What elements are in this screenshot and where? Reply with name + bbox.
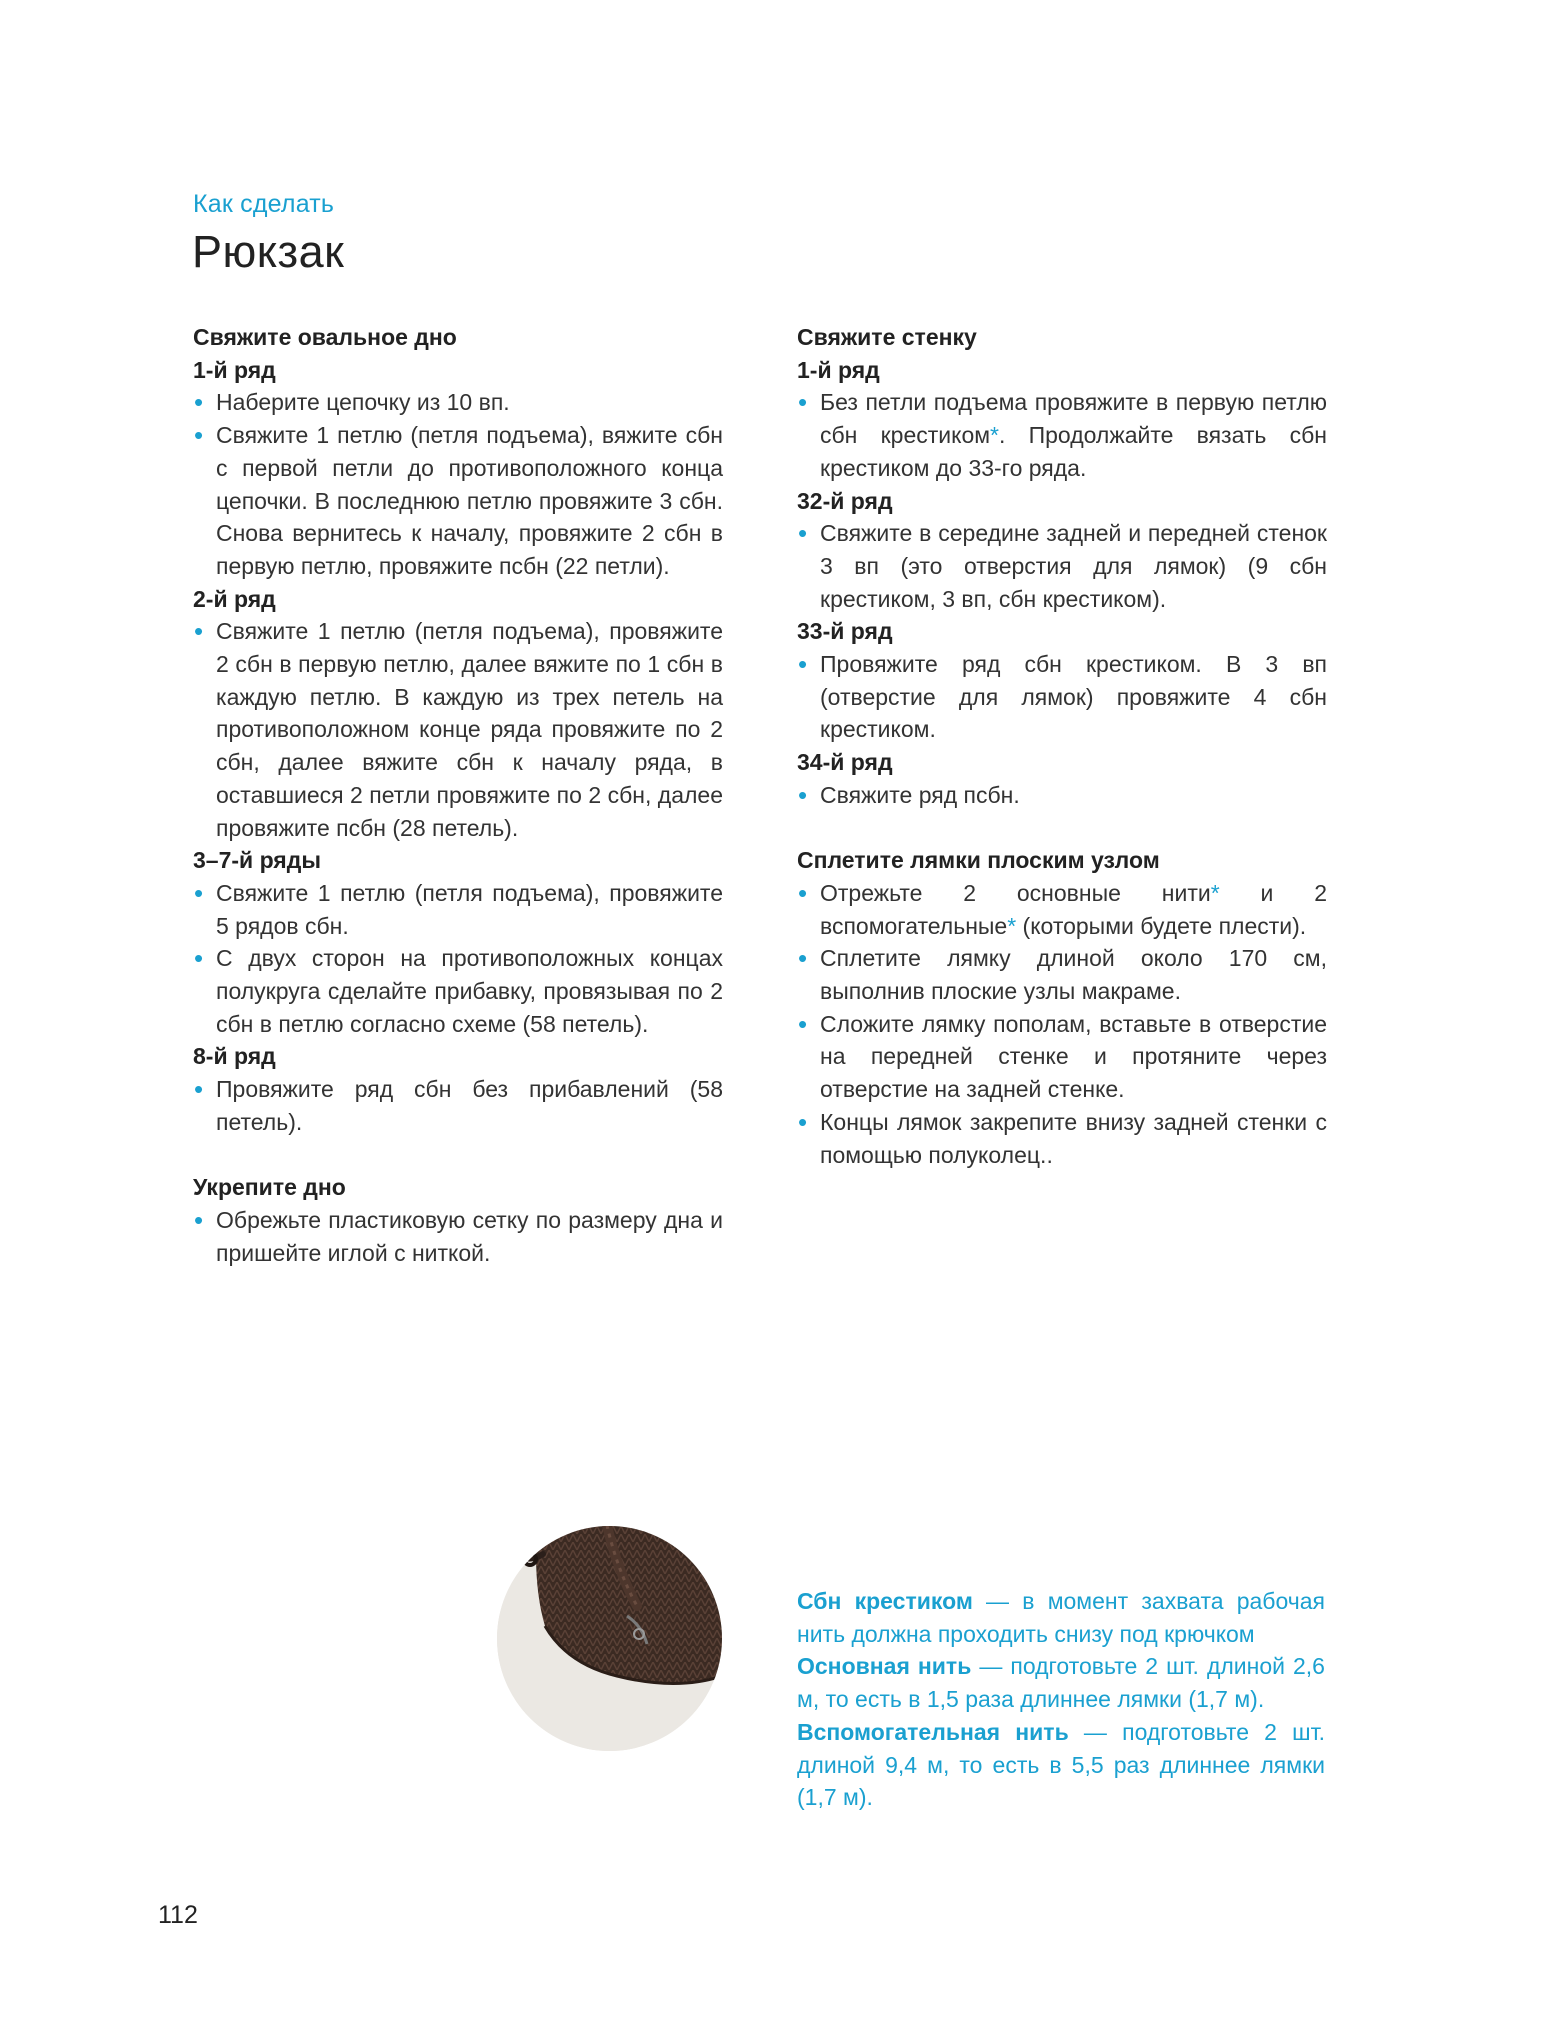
step-text: Без петли подъема провяжите в первую петлю сбн крестиком xyxy=(820,389,1327,449)
list-item: • Обрежьте пластиковую сетку по размеру дна и пришейте иглой с ниткой. xyxy=(193,1204,723,1269)
list-item: • Свяжите ряд псбн. xyxy=(797,779,1327,812)
steps-list-wall-1 xyxy=(797,386,1327,484)
list-item: • Наберите цепочку из 10 вп. xyxy=(193,386,723,419)
row-label-wall-33: 33-й ряд xyxy=(797,618,893,645)
list-item: • Свяжите 1 петлю (петля подъема), вяжите сбн с первой петли до противоположного конца цепочки. В последнюю петлю провяжите 3 сбн. Снова вернитесь к началу, провяжите 2 сбн в первую петлю, провяжите псбн (22 петли). xyxy=(193,419,723,583)
steps-list-wall-34 xyxy=(797,779,1327,812)
footnote-star: * xyxy=(990,422,999,449)
row-label-8: 8-й ряд xyxy=(193,1043,276,1070)
section-kicker: Как сделать xyxy=(193,190,335,218)
steps-list-row-3-7 xyxy=(193,877,723,1041)
list-item: • Провяжите ряд сбн крестиком. В 3 вп (отверстие для лямок) провяжите 4 сбн крестиком. xyxy=(797,648,1327,746)
list-item xyxy=(797,386,1327,484)
footnote-text: — подготовьте 2 шт. длиной 2,6 м, то есть в 1,5 раза длиннее лямки (1,7 м). xyxy=(797,1653,1325,1713)
footnote-1 xyxy=(797,1585,1325,1650)
right-column xyxy=(797,321,1327,1171)
section-title-oval-bottom: Свяжите овальное дно xyxy=(193,324,457,350)
row-label-wall-32: 32-й ряд xyxy=(797,487,893,514)
steps-list-row-8 xyxy=(193,1073,723,1138)
backpack-bottom-illustration xyxy=(497,1526,722,1751)
footnote-3 xyxy=(797,1716,1325,1814)
row-label-1: 1-й ряд xyxy=(193,356,276,383)
row-label-wall-34: 34-й ряд xyxy=(797,749,893,776)
row-label-3-7: 3–7-й ряды xyxy=(193,847,321,874)
backpack-detail-photo xyxy=(497,1526,722,1751)
steps-list-row-2 xyxy=(193,615,723,844)
steps-list-straps xyxy=(797,877,1327,1171)
footnote-text: — подготовьте 2 шт. длиной 9,4 м, то есть в 5,5 раз длиннее лямки (1,7 м). xyxy=(797,1718,1325,1811)
steps-list-row-1 xyxy=(193,386,723,582)
left-column xyxy=(193,321,723,1269)
spacer xyxy=(193,1139,723,1172)
row-label-2: 2-й ряд xyxy=(193,585,276,612)
page-title: Рюкзак xyxy=(192,226,345,277)
list-item: • Сложите лямку пополам, вставьте в отверстие на передней стенке и протяните через отверстие на задней стенке. xyxy=(797,1008,1327,1106)
step-text: и 2 вспомогательные xyxy=(820,879,1328,939)
list-item: • С двух сторон на противоположных концах полукруга сделайте прибавку, провязывая по 2 сбн в петлю согласно схеме (58 петель). xyxy=(193,942,723,1040)
section-title-wall: Свяжите стенку xyxy=(797,324,977,350)
footnote-star: * xyxy=(1210,879,1220,906)
list-item: • Сплетите лямку длиной около 170 см, выполнив плоские узлы макраме. xyxy=(797,942,1327,1007)
spacer xyxy=(797,812,1327,845)
steps-list-reinforce xyxy=(193,1204,723,1269)
list-item: • Свяжите 1 петлю (петля подъема), провяжите 5 рядов сбн. xyxy=(193,877,723,942)
row-label-wall-1: 1-й ряд xyxy=(797,356,880,383)
step-text: . Продолжайте вязать сбн крестиком до 33-го ряда. xyxy=(820,422,1327,481)
steps-list-wall-32 xyxy=(797,517,1327,615)
section-title-straps: Сплетите лямки плоским узлом xyxy=(797,847,1160,874)
list-item: • Свяжите 1 петлю (петля подъема), провяжите 2 сбн в первую петлю, далее вяжите по 1 сбн в каждую петлю. В каждую из трех петель на противоположном конце ряда провяжите по 2 сбн, далее вяжите сбн к началу ряда, в оставшиеся 2 петли провяжите по 2 сбн, далее провяжите псбн (28 петель). xyxy=(193,615,723,844)
footnote-term: Сбн крестиком xyxy=(797,1588,973,1614)
list-item: • Концы лямок закрепите внизу задней стенки с помощью полуколец.. xyxy=(797,1106,1327,1171)
step-text: Отрежьте 2 основные нити xyxy=(820,879,1211,906)
list-item: • Свяжите в середине задней и передней стенок 3 вп (это отверстия для лямок) (9 сбн крестиком, 3 вп, сбн крестиком). xyxy=(797,517,1327,615)
list-item: • Провяжите ряд сбн без прибавлений (58 петель). xyxy=(193,1073,723,1138)
footnote-2 xyxy=(797,1650,1325,1715)
footnote-term: Основная нить xyxy=(797,1653,972,1680)
footnote-term: Вспомогательная нить xyxy=(797,1718,1069,1745)
step-text: (которыми будете плести). xyxy=(1016,912,1307,939)
page-number: 112 xyxy=(158,1901,198,1929)
section-title-reinforce: Укрепите дно xyxy=(193,1174,346,1201)
footnote-star: * xyxy=(1007,912,1017,939)
steps-list-wall-33 xyxy=(797,648,1327,746)
footnote-text: — в момент захвата рабочая нить должна проходить снизу под крючком xyxy=(797,1588,1325,1647)
footnotes xyxy=(797,1585,1325,1814)
list-item xyxy=(797,877,1327,942)
